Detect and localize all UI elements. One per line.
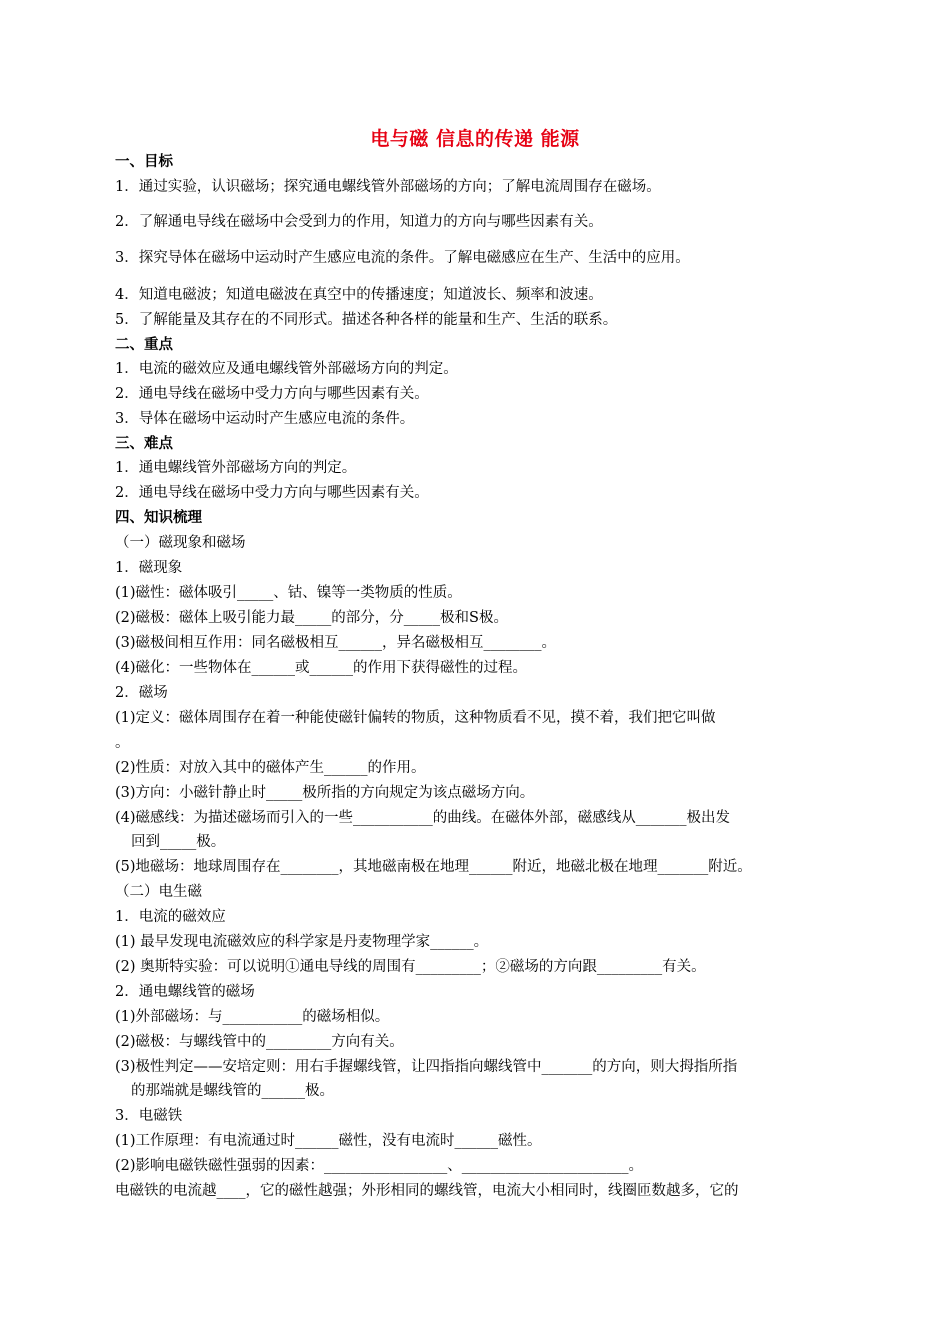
text-line: 3．导体在磁场中运动时产生感应电流的条件。 [115,411,415,427]
text-line: 1．通电螺线管外部磁场方向的判定。 [115,460,357,476]
text-line: 1．电流的磁效应 [115,909,226,925]
text-line: 。 [115,735,130,751]
text-line: (2)性质：对放入其中的磁体产生______的作用。 [115,760,426,776]
text-line: 回到_____极。 [131,834,226,850]
text-line: (1)磁性：磁体吸引_____、钴、镍等一类物质的性质。 [115,585,462,601]
text-line: 1．磁现象 [115,560,183,576]
text-line: (4)磁化：一些物体在______或______的作用下获得磁性的过程。 [115,660,528,676]
text-line: 1．通过实验，认识磁场；探究通电螺线管外部磁场的方向；了解电流周围存在磁场。 [115,179,661,195]
text-line: (2)影响电磁铁磁性强弱的因素：_________________、_______________________。 [115,1158,644,1174]
text-line: 4．知道电磁波；知道电磁波在真空中的传播速度；知道波长、频率和波速。 [115,287,603,303]
text-line: (2)磁极：与螺线管中的_________方向有关。 [115,1034,404,1050]
text-line: (3)极性判定——安培定则：用右手握螺线管，让四指指向螺线管中_______的方向，则大拇指所指 [115,1059,738,1075]
page-title: 电与磁 信息的传递 能源 [370,128,580,150]
text-line: (4)磁感线：为描述磁场而引入的一些___________的曲线。在磁体外部，磁感线从_______极出发 [115,810,731,826]
section-heading: 二、重点 [115,337,173,353]
text-line: (2)磁极：磁体上吸引能力最_____的部分，分_____极和S极。 [115,610,508,626]
text-line: (2) 奥斯特实验：可以说明①通电导线的周围有_________；②磁场的方向跟_________有关。 [115,959,706,975]
text-line: 2．通电导线在磁场中受力方向与哪些因素有关。 [115,485,429,501]
text-line: 2．了解通电导线在磁场中会受到力的作用，知道力的方向与哪些因素有关。 [115,214,603,230]
text-line: (1)外部磁场：与___________的磁场相似。 [115,1009,390,1025]
text-line: (3)磁极间相互作用：同名磁极相互______，异名磁极相互________。 [115,635,557,651]
text-line: (1)工作原理：有电流通过时______磁性，没有电流时______磁性。 [115,1133,542,1149]
section-heading: 一、目标 [115,154,173,170]
text-line: 1．电流的磁效应及通电螺线管外部磁场方向的判定。 [115,361,458,377]
text-line: (1)定义：磁体周围存在着一种能使磁针偏转的物质，这种物质看不见，摸不着，我们把它叫做 [115,710,716,726]
text-line: 2．通电导线在磁场中受力方向与哪些因素有关。 [115,386,429,402]
text-line: (5)地磁场：地球周围存在________，其地磁南极在地理______附近，地磁北极在地理_______附近。 [115,859,752,875]
text-line: 5．了解能量及其存在的不同形式。描述各种各样的能量和生产、生活的联系。 [115,312,618,328]
text-line: 的那端就是螺线管的______极。 [131,1083,334,1099]
section-heading: 三、难点 [115,436,173,452]
section-heading: 四、知识梳理 [115,510,202,526]
text-line: 3．探究导体在磁场中运动时产生感应电流的条件。了解电磁感应在生产、生活中的应用。 [115,250,690,266]
text-line: 2．磁场 [115,685,168,701]
text-line: (1) 最早发现电流磁效应的科学家是丹麦物理学家______。 [115,934,489,950]
text-line: 3．电磁铁 [115,1108,183,1124]
text-line: 电磁铁的电流越____，它的磁性越强；外形相同的螺线管，电流大小相同时，线圈匝数越多，它的 [115,1183,739,1199]
text-line: （二）电生磁 [115,884,202,900]
text-line: 2．通电螺线管的磁场 [115,984,255,1000]
text-line: （一）磁现象和磁场 [115,535,246,551]
text-line: (3)方向：小磁针静止时_____极所指的方向规定为该点磁场方向。 [115,785,535,801]
